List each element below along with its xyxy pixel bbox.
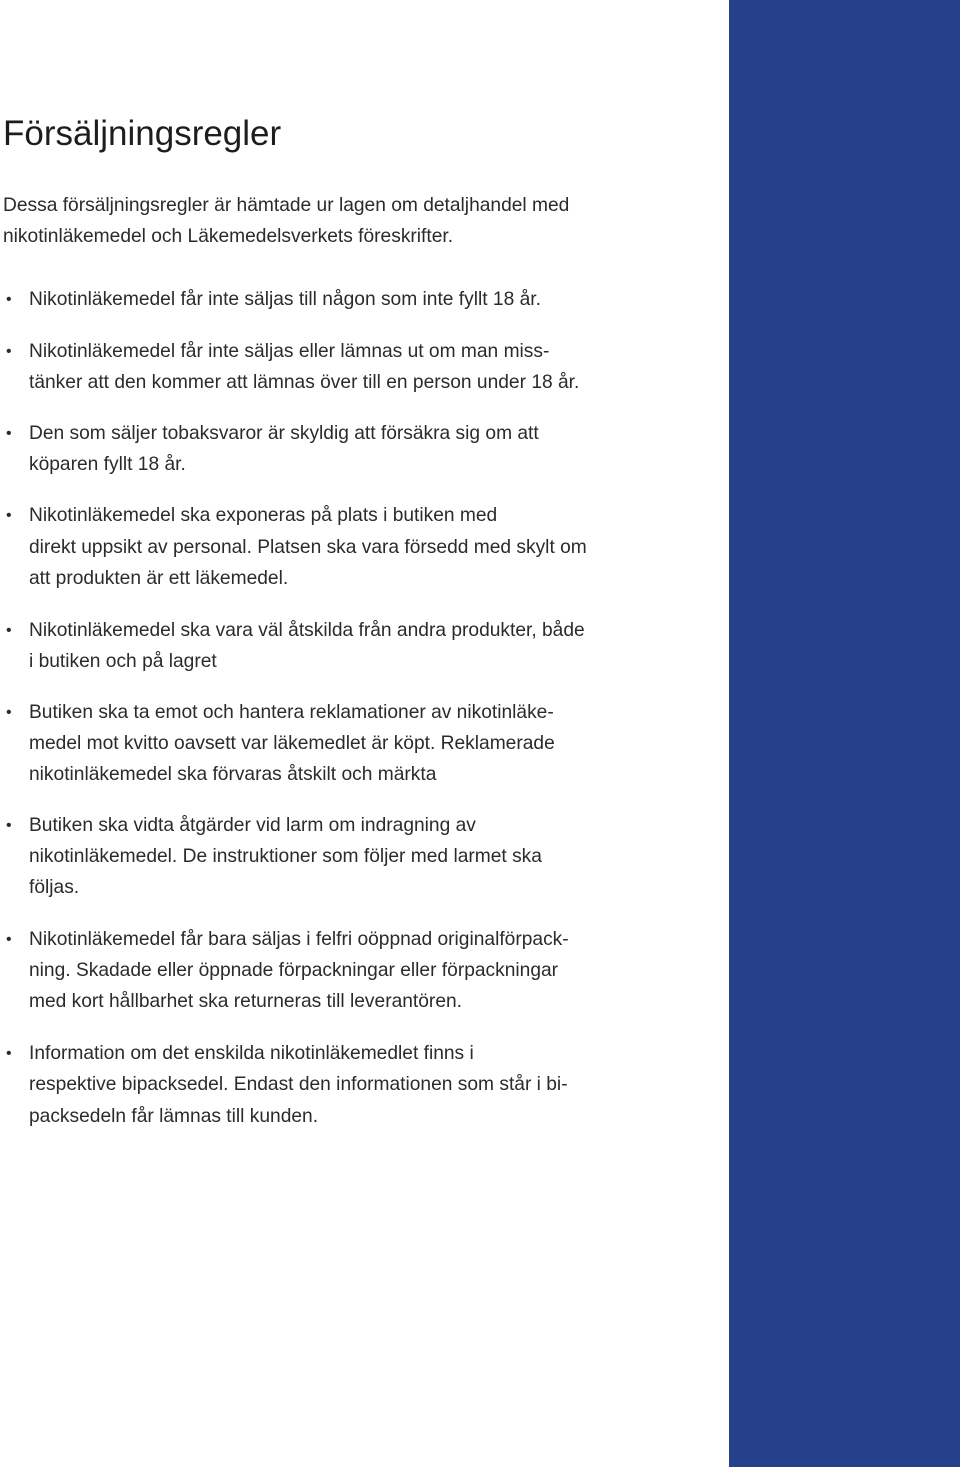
rule-line: följas. <box>29 877 80 898</box>
bullet-icon: • <box>6 1045 12 1062</box>
rule-line: tänker att den kommer att lämnas över till en person under 18 år. <box>29 372 580 393</box>
rule-line: Nikotinläkemedel ska vara väl åtskilda från andra produkter, både <box>29 620 585 641</box>
bullet-icon: • <box>6 931 12 948</box>
side-color-panel <box>729 0 960 1467</box>
intro-line: Dessa försäljningsregler är hämtade ur lagen om detaljhandel med <box>3 195 570 216</box>
rule-line: att produkten är ett läkemedel. <box>29 568 289 589</box>
bullet-icon: • <box>6 291 12 308</box>
rule-line: nikotinläkemedel. De instruktioner som följer med larmet ska <box>29 846 542 867</box>
rule-line: Information om det enskilda nikotinläkemedlet finns i <box>29 1043 474 1064</box>
rule-line: medel mot kvitto oavsett var läkemedlet är köpt. Reklamerade <box>29 733 555 754</box>
bullet-icon: • <box>6 622 12 639</box>
rule-line: direkt uppsikt av personal. Platsen ska vara försedd med skylt om <box>29 537 587 558</box>
page-title: Försäljningsregler <box>3 114 282 153</box>
rule-line: packsedeln får lämnas till kunden. <box>29 1106 319 1127</box>
bullet-icon: • <box>6 704 12 721</box>
rule-line: Nikotinläkemedel får bara säljas i felfri oöppnad originalförpack- <box>29 929 569 950</box>
intro-line: nikotinläkemedel och Läkemedelsverkets föreskrifter. <box>3 226 454 247</box>
rule-line: Nikotinläkemedel får inte säljas eller lämnas ut om man miss- <box>29 341 550 362</box>
rule-line: Den som säljer tobaksvaror är skyldig att försäkra sig om att <box>29 423 539 444</box>
rule-line: nikotinläkemedel ska förvaras åtskilt och märkta <box>29 764 437 785</box>
rule-line: köparen fyllt 18 år. <box>29 454 186 475</box>
rule-line: i butiken och på lagret <box>29 651 217 672</box>
rule-line: Butiken ska vidta åtgärder vid larm om indragning av <box>29 815 476 836</box>
rule-line: med kort hållbarhet ska returneras till leverantören. <box>29 991 462 1012</box>
bullet-icon: • <box>6 425 12 442</box>
bullet-icon: • <box>6 817 12 834</box>
rule-line: Nikotinläkemedel ska exponeras på plats i butiken med <box>29 505 498 526</box>
bullet-icon: • <box>6 343 12 360</box>
rule-line: ning. Skadade eller öppnade förpackningar eller förpackningar <box>29 960 559 981</box>
rule-line: Butiken ska ta emot och hantera reklamationer av nikotinläke- <box>29 702 554 723</box>
bullet-icon: • <box>6 507 12 524</box>
rule-line: respektive bipacksedel. Endast den informationen som står i bi- <box>29 1074 568 1095</box>
intro-paragraph <box>3 190 703 252</box>
rule-line: Nikotinläkemedel får inte säljas till någon som inte fyllt 18 år. <box>29 289 541 310</box>
